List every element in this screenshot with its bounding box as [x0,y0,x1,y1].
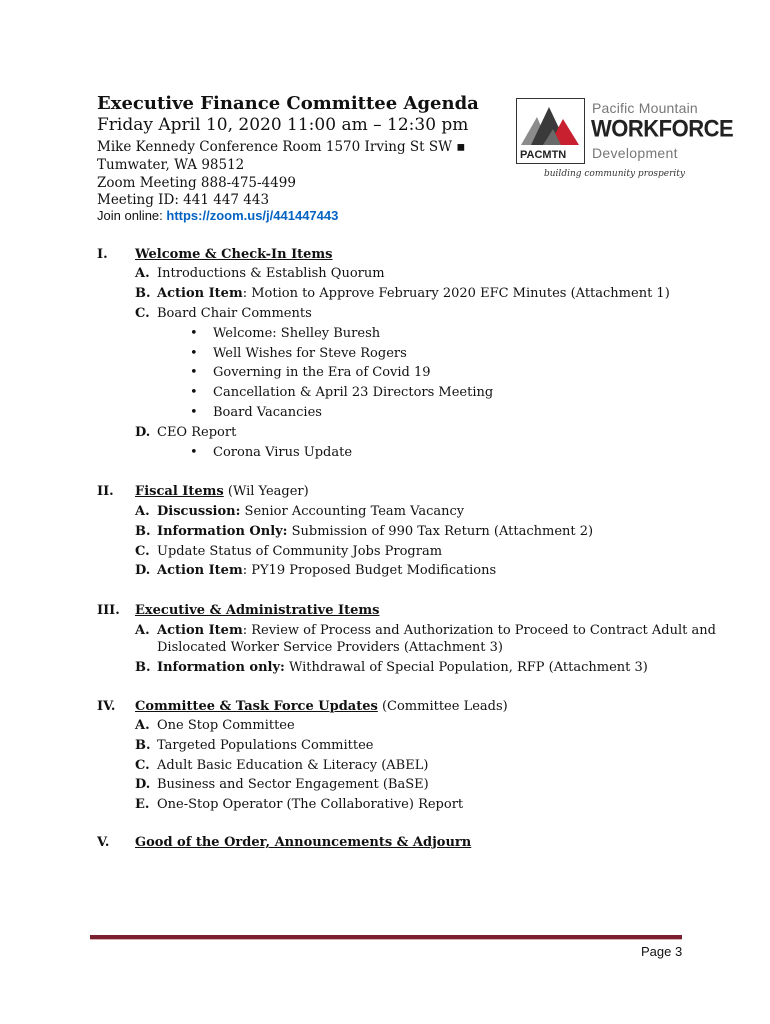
agenda-item: C. Board Chair Comments [135,306,312,321]
section-title: Good of the Order, Announcements & Adjourn [135,835,472,850]
logo-line-2: WORKFORCE [591,114,734,142]
agenda-item: C. Adult Basic Education & Literacy (ABEL) [135,758,429,773]
section-title: Welcome & Check-In Items [135,247,333,262]
agenda-item: A. One Stop Committee [135,718,295,733]
section-number: III. [97,603,120,618]
section-title: Committee & Task Force Updates [135,699,378,714]
meeting-location: Mike Kennedy Conference Room 1570 Irving St SW ▪ [97,139,466,155]
bullet-item: • Governing in the Era of Covid 19 [190,365,431,380]
join-online [97,208,338,223]
logo-line-3: Development [592,145,678,161]
meeting-id: Meeting ID: 441 447 443 [97,192,270,208]
section-note: (Committee Leads) [377,699,508,714]
agenda-item: A. Discussion: Senior Accounting Team Vacancy [135,504,465,519]
page-number: Page 3 [641,944,683,959]
join-label: Join online: [97,208,167,223]
agenda-item: B. Information only: Withdrawal of Special Population, RFP (Attachment 3) [135,660,648,675]
zoom-link[interactable]: https://zoom.us/j/441447443 [166,208,339,223]
mountain-icon [517,99,583,149]
agenda-item: B. Information Only: Submission of 990 Tax Return (Attachment 2) [135,524,594,539]
bullet-item: • Corona Virus Update [190,445,353,460]
bullet-item: • Welcome: Shelley Buresh [190,326,381,341]
agenda-item: C. Update Status of Community Jobs Program [135,544,443,559]
bullet-item: • Well Wishes for Steve Rogers [190,346,407,361]
section-number: I. [97,247,108,262]
agenda-item: B. Targeted Populations Committee [135,738,374,753]
section-title: Fiscal Items [135,484,224,499]
bullet-item: • Board Vacancies [190,405,322,420]
agenda-item-continuation: Dislocated Worker Service Providers (Attachment 3) [157,640,503,655]
agenda-item: D. Business and Sector Engagement (BaSE) [135,777,429,792]
meeting-city: Tumwater, WA 98512 [97,157,245,173]
section-number: IV. [97,699,116,714]
pacmtn-logo [516,98,734,184]
agenda-item: D. CEO Report [135,425,237,440]
section-number: V. [97,835,110,850]
agenda-item: A. Action Item: Review of Process and Authorization to Proceed to Contract Adult and [135,623,716,638]
meeting-datetime: Friday April 10, 2020 11:00 am – 12:30 pm [97,115,469,135]
agenda-title: Executive Finance Committee Agenda [97,93,479,114]
footer-rule [90,935,682,940]
logo-tagline: building community prosperity [544,169,686,179]
section-title: Executive & Administrative Items [135,603,380,618]
zoom-phone: Zoom Meeting 888-475-4499 [97,175,296,191]
logo-mark-text: PACMTN [520,149,567,161]
agenda-item: D. Action Item: PY19 Proposed Budget Modifications [135,563,497,578]
agenda-item: B. Action Item: Motion to Approve February 2020 EFC Minutes (Attachment 1) [135,286,670,301]
bullet-item: • Cancellation & April 23 Directors Meeting [190,385,494,400]
logo-mark [516,98,585,164]
section-number: II. [97,484,114,499]
section-note: (Wil Yeager) [223,484,309,499]
logo-line-1: Pacific Mountain [592,100,698,116]
agenda-item: E. One-Stop Operator (The Collaborative) Report [135,797,464,812]
agenda-item: A. Introductions & Establish Quorum [135,266,385,281]
